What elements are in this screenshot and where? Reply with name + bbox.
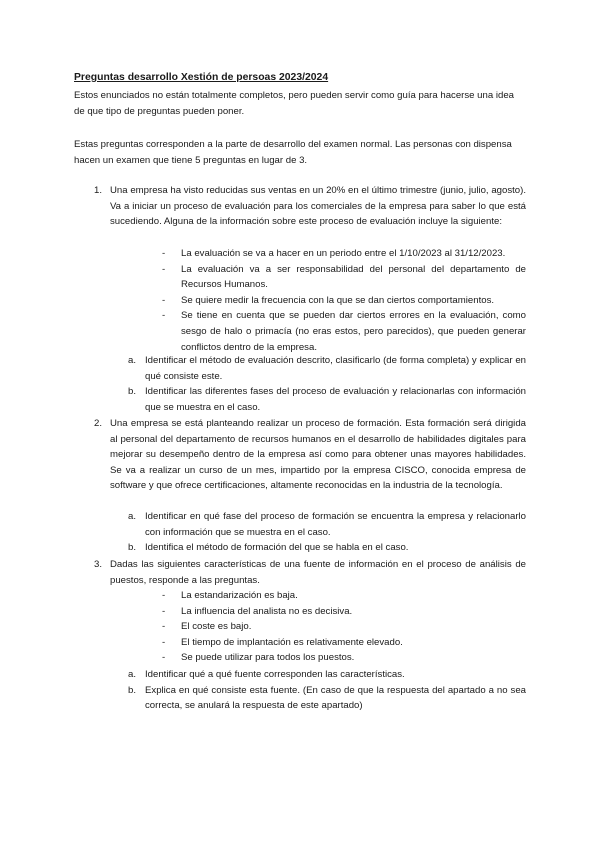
subquestion-label: b. (128, 386, 137, 398)
bullet-item (162, 604, 526, 620)
subquestion-text: Explica en qué consiste esta fuente. (En caso de que la respuesta del apartado a no sea correcta, se anulará la respuesta de este apartado) (145, 684, 526, 712)
subquestion-b (128, 540, 526, 556)
dash-marker: - (162, 590, 166, 601)
intro-paragraph-2: Estas preguntas corresponden a la parte de desarrollo del examen normal. Las personas con dispensa hacen un examen que tiene 5 preguntas en lugar de 3. (74, 139, 512, 166)
subquestion-a (128, 509, 526, 540)
bullet-item (162, 650, 526, 666)
dash-marker: - (162, 294, 166, 306)
subquestion-text: Identificar las diferentes fases del proceso de evaluación y relacionarlas con información que se muestra en el caso. (145, 386, 526, 413)
question-number: 2. (94, 418, 103, 429)
bullet-text: Se tiene en cuenta que se pueden dar ciertos errores en la evaluación, como sesgo de halo o primacía (no eras estos, pero parecidos), que pueden generar conflictos dentro de la empresa. (181, 310, 526, 353)
subquestion-label: b. (128, 542, 137, 554)
dash-marker: - (162, 248, 166, 259)
question-1-subquestions (128, 353, 526, 415)
subquestion-label: a. (128, 355, 137, 366)
subquestion-text: Identifica el método de formación del que se habla en el caso. (145, 542, 409, 554)
bullet-text: Se quiere medir la frecuencia con la que se dan ciertos comportamientos. (181, 294, 495, 306)
bullet-text: El coste es bajo. (181, 621, 252, 633)
subquestion-label: a. (128, 511, 137, 522)
page-title: Preguntas desarrollo Xestión de persoas 2023/2024 (74, 72, 329, 83)
bullet-item (162, 588, 526, 604)
dash-marker: - (162, 605, 166, 617)
bullet-text: La evaluación se va a hacer en un periodo entre el 1/10/2023 al 31/12/2023. (181, 248, 506, 259)
question-3-subquestions (128, 667, 526, 714)
dash-marker: - (162, 263, 166, 275)
bullet-item (162, 262, 526, 293)
dash-marker: - (162, 310, 166, 322)
subquestion-b (128, 683, 526, 714)
bullet-item (162, 619, 526, 635)
question-text: Dadas las siguientes características de una fuente de información en el proceso de análisis de puestos, responde a las preguntas. (110, 559, 526, 586)
bullet-text: Se puede utilizar para todos los puestos. (181, 652, 355, 664)
bullet-text: La estandarización es baja. (181, 590, 298, 601)
question-number: 3. (94, 559, 103, 570)
subquestion-text: Identificar qué a qué fuente corresponden las características. (145, 669, 405, 680)
question-2-subquestions (128, 509, 526, 556)
subquestion-label: a. (128, 669, 137, 680)
subquestion-a (128, 667, 526, 683)
subquestion-text: Identificar el método de evaluación descrito, clasificarlo (de forma completa) y explicar en qué consiste este. (145, 355, 526, 382)
question-number: 1. (94, 185, 103, 196)
bullet-item (162, 308, 526, 355)
bullet-item (162, 293, 526, 309)
question-text: Una empresa se está planteando realizar un proceso de formación. Esta formación será dirigida al personal del departamento de recursos humanos en el desarrollo de habilidades digitales para mejorar su desempeño dentro de la empresa así como para obtener unas mayores habilidades. Se va a realizar un curso de un mes, impartido por la empresa CISCO, conocida empresa de software y que ofrece certificaciones, altamente reconocidas en la industria de la tecnología. (110, 418, 526, 492)
bullet-item (162, 635, 526, 651)
intro-paragraph-1: Estos enunciados no están totalmente completos, pero pueden servir como guía para hacerse una idea de que tipo de preguntas pueden poner. (74, 90, 514, 117)
subquestion-text: Identificar en qué fase del proceso de formación se encuentra la empresa y relacionarlo con información que se muestra en el caso. (145, 511, 526, 538)
subquestion-b (128, 384, 526, 415)
bullet-text: La influencia del analista no es decisiva. (181, 605, 353, 617)
subquestion-label: b. (128, 684, 137, 696)
subquestion-a (128, 353, 526, 384)
question-text: Una empresa ha visto reducidas sus ventas en un 20% en el último trimestre (junio, julio, agosto). Va a iniciar un proceso de evaluación para los comerciales de la empresa para saber lo que está sucediendo. Alguna de la información sobre este proceso de evaluación incluye la siguiente: (110, 185, 526, 228)
bullet-text: El tiempo de implantación es relativamente elevado. (181, 636, 403, 648)
question-1-bullets (162, 246, 526, 355)
dash-marker: - (162, 636, 166, 648)
question-3-bullets (162, 588, 526, 666)
dash-marker: - (162, 621, 166, 633)
dash-marker: - (162, 652, 166, 664)
bullet-text: La evaluación va a ser responsabilidad del personal del departamento de Recursos Humanos. (181, 263, 526, 291)
bullet-item (162, 246, 526, 262)
